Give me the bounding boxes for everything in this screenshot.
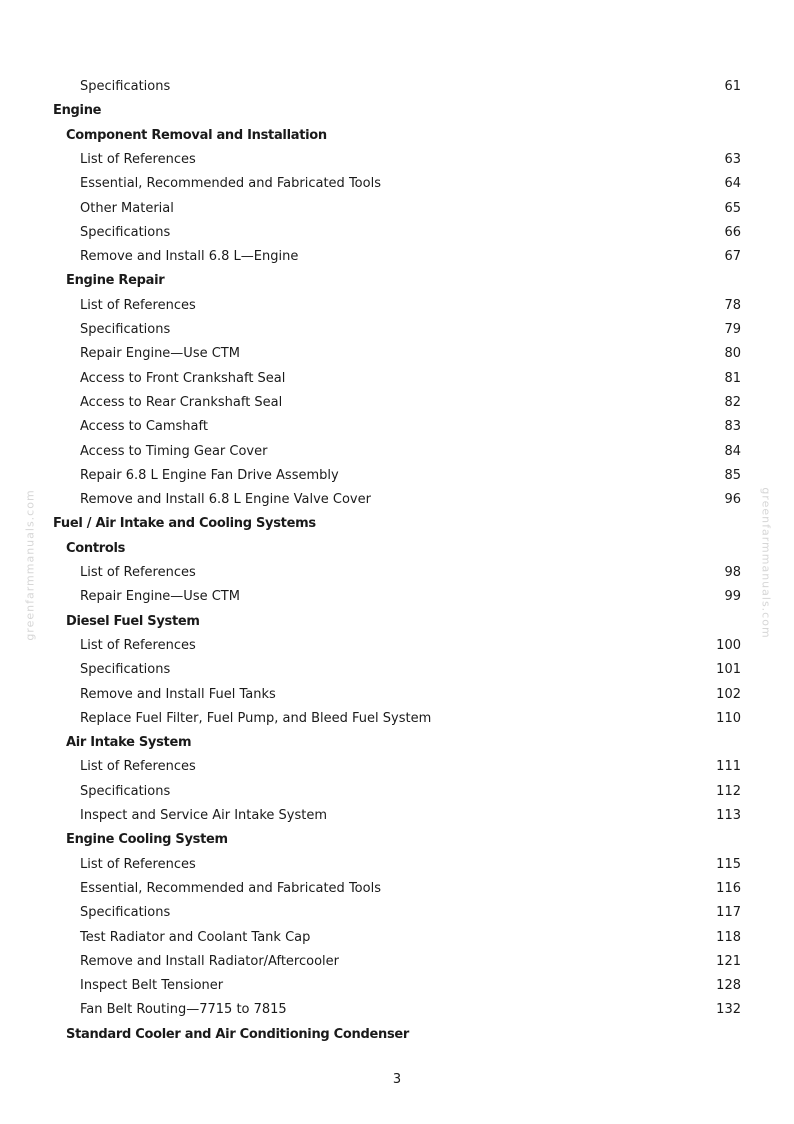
toc-entry[interactable] (0, 684, 794, 706)
toc-entry[interactable] (0, 416, 794, 438)
toc-entry-label: Remove and Install 6.8 L Engine Valve Cover (80, 492, 371, 508)
toc-entry[interactable] (0, 999, 794, 1021)
toc-entry-page-number: 81 (724, 370, 741, 386)
toc-entry-label: Engine Repair (66, 273, 165, 289)
toc-entry-page-number: 132 (716, 1002, 741, 1018)
toc-entry[interactable] (0, 173, 794, 195)
toc-entry-label: Repair 6.8 L Engine Fan Drive Assembly (80, 467, 339, 483)
toc-entry-label: Specifications (80, 224, 171, 240)
toc-entry[interactable] (0, 222, 794, 244)
toc-entry[interactable] (0, 927, 794, 949)
toc-subsection-heading[interactable] (0, 829, 794, 851)
toc-entry[interactable] (0, 343, 794, 365)
toc-entry[interactable] (0, 781, 794, 803)
toc-entry-page-number: 83 (724, 419, 741, 435)
toc-entry-label: Specifications (80, 322, 171, 337)
toc-entry-page-number: 121 (716, 953, 741, 969)
toc-entry[interactable] (0, 659, 794, 681)
toc-subsection-heading[interactable] (0, 611, 794, 633)
toc-entry-label: List of References (80, 151, 196, 167)
toc-entry[interactable] (0, 441, 794, 463)
toc-entry-label: Controls (66, 540, 126, 556)
toc-section-heading[interactable] (0, 100, 794, 122)
toc-entry[interactable] (0, 902, 794, 924)
toc-entry-page-number: 65 (724, 200, 741, 216)
toc-entry-page-number: 100 (716, 637, 741, 653)
toc-entry-label: Specifications (80, 662, 171, 678)
toc-entry[interactable] (0, 975, 794, 997)
toc-entry-label: Remove and Install Fuel Tanks (80, 686, 276, 702)
toc-entry-label: Access to Timing Gear Cover (80, 443, 268, 459)
toc-entry-page-number: 61 (724, 79, 741, 94)
toc-entry[interactable] (0, 198, 794, 220)
toc-entry[interactable] (0, 635, 794, 657)
watermark-left: greenfarmmanuals.com (23, 489, 37, 641)
toc-entry-label: Air Intake System (66, 735, 192, 751)
toc-entry[interactable] (0, 878, 794, 900)
toc-entry-label: Access to Rear Crankshaft Seal (80, 394, 283, 410)
toc-entry[interactable] (0, 586, 794, 608)
toc-entry-label: Remove and Install Radiator/Aftercooler (80, 953, 340, 969)
toc-entry-label: Diesel Fuel System (66, 613, 200, 629)
toc-entry-label: Inspect Belt Tensioner (80, 978, 224, 994)
toc-entry-page-number: 82 (724, 394, 741, 410)
toc-entry[interactable] (0, 805, 794, 827)
toc-entry-page-number: 63 (724, 151, 741, 167)
toc-entry-page-number: 67 (724, 249, 741, 265)
toc-entry-label: Engine (53, 103, 102, 119)
toc-entry-label: Repair Engine—Use CTM (80, 589, 240, 605)
toc-entry[interactable] (0, 708, 794, 730)
toc-entry[interactable] (0, 246, 794, 268)
toc-entry-label: Other Material (80, 200, 174, 216)
toc-entry[interactable] (0, 854, 794, 876)
toc-entry[interactable] (0, 319, 794, 341)
toc-entry-label: Essential, Recommended and Fabricated Tools (80, 176, 381, 192)
toc-entry-label: Essential, Recommended and Fabricated Tools (80, 880, 381, 896)
toc-entry-page-number: 128 (716, 978, 741, 994)
toc-subsection-heading[interactable] (0, 732, 794, 754)
toc-entry-page-number: 84 (724, 443, 741, 459)
toc-entry[interactable] (0, 295, 794, 317)
page-number: 3 (392, 1072, 402, 1087)
toc-entry[interactable] (0, 392, 794, 414)
toc-entry-label: List of References (80, 856, 196, 872)
toc-entry-page-number: 85 (724, 467, 741, 483)
toc-entry-label: List of References (80, 637, 196, 653)
toc-entry-label: Access to Camshaft (80, 419, 208, 435)
toc-entry[interactable] (0, 756, 794, 778)
toc-entry-label: Repair Engine—Use CTM (80, 346, 240, 362)
toc-entry-page-number: 98 (724, 565, 741, 580)
toc-entry[interactable] (0, 149, 794, 171)
toc-entry-label: Component Removal and Installation (66, 127, 327, 143)
toc-entry-label: Fuel / Air Intake and Cooling Systems (53, 516, 316, 532)
toc-entry-page-number: 66 (724, 224, 741, 240)
toc-entry-page-number: 112 (716, 783, 741, 799)
toc-entry[interactable] (0, 562, 794, 584)
toc-entry-label: Access to Front Crankshaft Seal (80, 370, 286, 386)
toc-entry-label: Test Radiator and Coolant Tank Cap (80, 929, 311, 945)
toc-subsection-heading[interactable] (0, 125, 794, 147)
toc-entry[interactable] (0, 951, 794, 973)
toc-entry-label: Specifications (80, 905, 171, 921)
toc-entry-page-number: 116 (716, 880, 741, 896)
toc-entry-label: List of References (80, 759, 196, 775)
toc-entry-page-number: 78 (724, 297, 741, 313)
toc-subsection-heading[interactable] (0, 538, 794, 560)
toc-entry-label: List of References (80, 297, 196, 313)
toc-entry-page-number: 115 (716, 856, 741, 872)
toc-entry-label: Inspect and Service Air Intake System (80, 808, 328, 823)
toc-entry[interactable] (0, 489, 794, 511)
toc-entry-label: Standard Cooler and Air Conditioning Condenser (66, 1026, 410, 1042)
toc-section-heading[interactable] (0, 513, 794, 535)
toc-entry[interactable] (0, 76, 794, 98)
toc-entry[interactable] (0, 368, 794, 390)
toc-entry-page-number: 102 (716, 686, 741, 702)
toc-entry-page-number: 118 (716, 929, 741, 945)
toc-entry-page-number: 110 (716, 710, 741, 726)
toc-subsection-heading[interactable] (0, 1024, 794, 1046)
toc-entry-page-number: 111 (716, 759, 741, 775)
watermark-right: greenfarmmanuals.com (759, 487, 773, 639)
toc-entry-label: Fan Belt Routing—7715 to 7815 (80, 1002, 287, 1018)
toc-entry-page-number: 117 (716, 905, 741, 921)
toc-subsection-heading[interactable] (0, 270, 794, 292)
toc-entry-label: Engine Cooling System (66, 832, 228, 848)
toc-entry-label: Specifications (80, 783, 171, 799)
toc-entry-page-number: 80 (724, 346, 741, 362)
toc-entry-page-number: 79 (724, 322, 741, 337)
toc-entry-page-number: 96 (724, 492, 741, 508)
toc-entry-label: List of References (80, 565, 196, 580)
toc-entry-page-number: 99 (724, 589, 741, 605)
toc-entry-page-number: 113 (716, 808, 741, 823)
toc-entry[interactable] (0, 465, 794, 487)
toc-entry-page-number: 64 (724, 176, 741, 192)
toc-entry-page-number: 101 (716, 662, 741, 678)
toc-entry-label: Specifications (80, 79, 171, 94)
toc-entry-label: Remove and Install 6.8 L—Engine (80, 249, 299, 265)
toc-entry-label: Replace Fuel Filter, Fuel Pump, and Bleed Fuel System (80, 710, 432, 726)
